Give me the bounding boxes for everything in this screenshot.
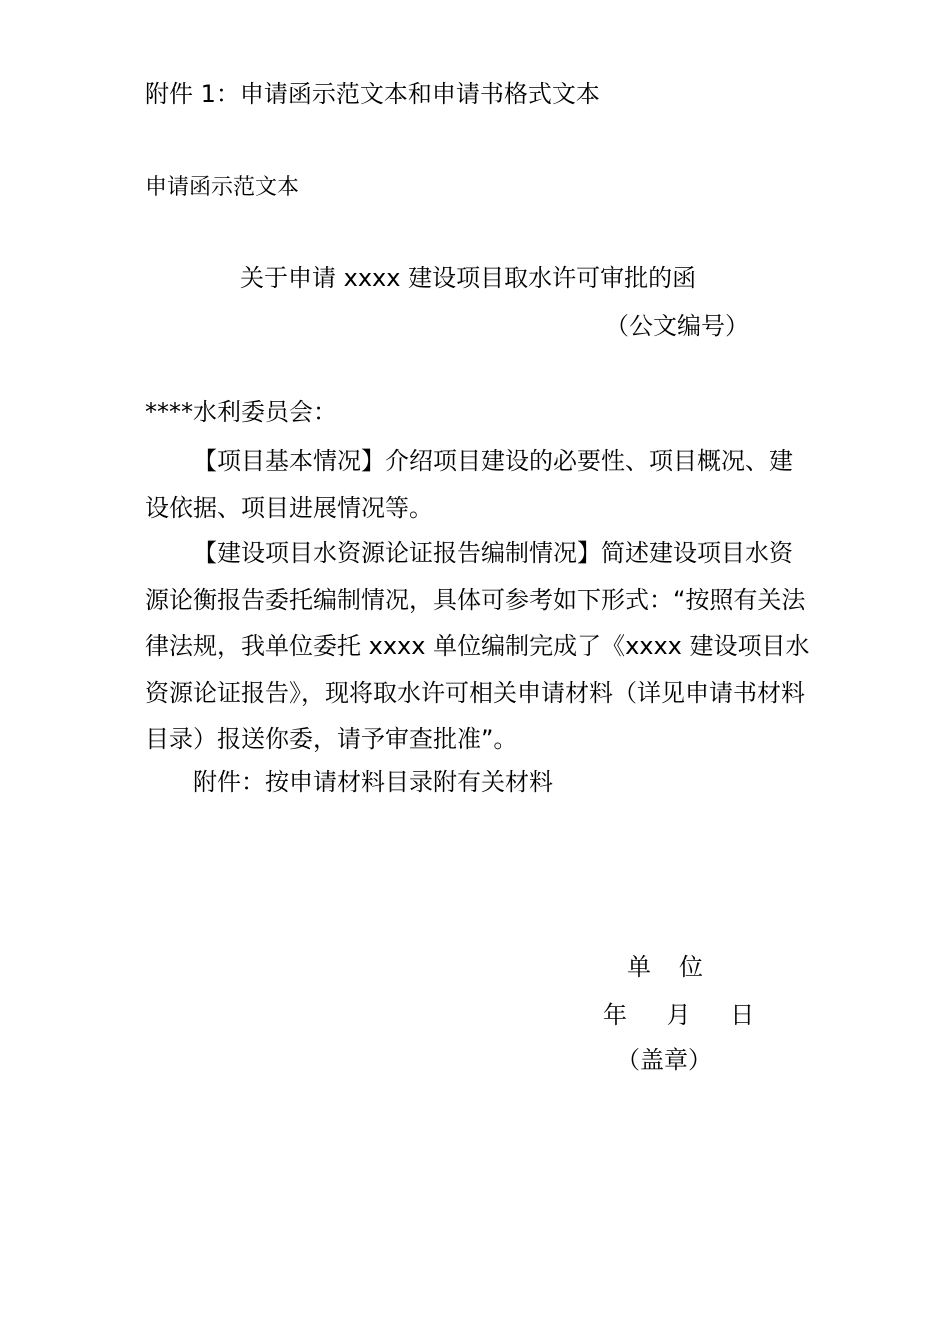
signature-unit: 单位 — [627, 953, 731, 981]
paragraph-label: 【项目基本情况】 — [193, 447, 385, 475]
paragraph-project-basics — [145, 438, 815, 531]
paragraph-label: 【建设项目水资源论证报告编制情况】 — [193, 539, 601, 567]
letter-title: 关于申请 xxxx 建设项目取水许可审批的函 — [240, 264, 697, 292]
signature-date: 年 月 日 — [603, 1001, 771, 1029]
signature-seal: （盖章） — [616, 1046, 712, 1074]
section-heading: 申请函示范文本 — [145, 175, 300, 200]
paragraph-water-report — [145, 530, 815, 763]
attachment-heading: 附件 1：申请函示范文本和申请书格式文本 — [145, 80, 600, 108]
attachment-note: 附件：按申请材料目录附有关材料 — [193, 768, 553, 796]
paragraph-text: 介绍项目建设的必要性、项目概况、建设依据、项目进展情况等。 — [145, 447, 793, 522]
document-number: （公文编号） — [605, 312, 749, 340]
addressee: ****水利委员会： — [145, 398, 337, 426]
paragraph-text: 简述建设项目水资源论衡报告委托编制情况，具体可参考如下形式：“按照有关法律法规，我单位委托 xxxx 单位编制完成了《xxxx 建设项目水资源论证报告》，现将取水许可相关申请材料（详见申请书材料目录）报送你委，请予审查批准”。 — [145, 539, 810, 753]
